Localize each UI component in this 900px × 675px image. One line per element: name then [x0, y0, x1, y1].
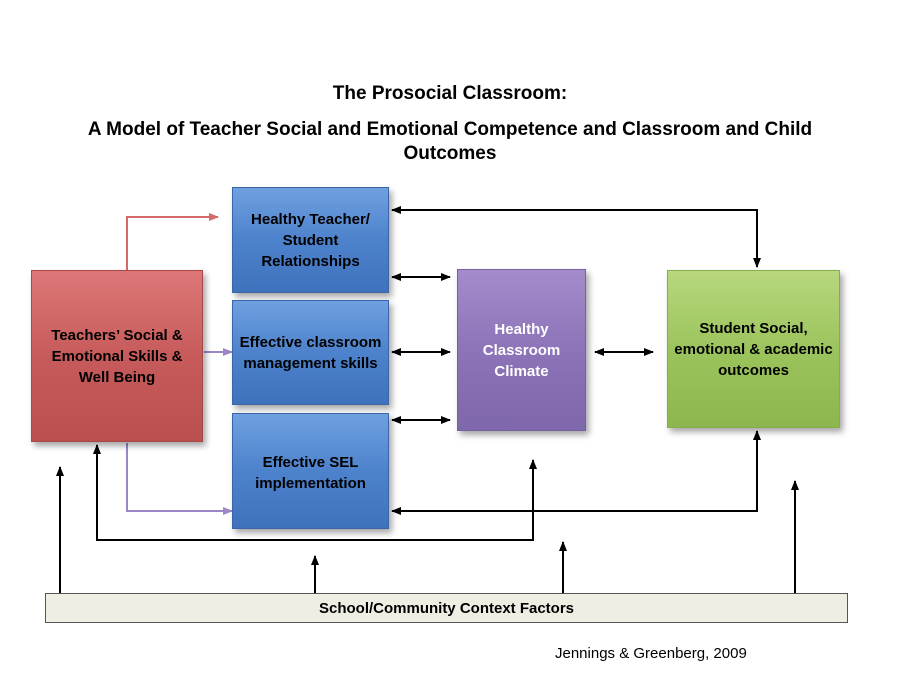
diagram-title: The Prosocial Classroom:	[332, 83, 568, 104]
sel-implementation-label: Effective SEL implementation	[255, 454, 366, 492]
relationships-box	[232, 187, 389, 293]
teachers-skills-label: Teachers’ Social & Emotional Skills & Well Being	[51, 326, 183, 386]
classroom-climate-box	[457, 269, 586, 431]
sel-student-loop	[392, 431, 757, 511]
student-outcomes-box	[667, 270, 840, 428]
branch-to-sel	[127, 443, 232, 511]
diagram-subtitle: A Model of Teacher Social and Emotional Competence and Classroom and Child Outcomes	[87, 119, 813, 164]
relationships-label: Healthy Teacher/ Student Relationships	[251, 210, 370, 270]
classroom-management-label: Effective classroom management skills	[239, 333, 382, 372]
sel-implementation-box	[232, 413, 389, 529]
context-factors-label: School/Community Context Factors	[318, 599, 575, 617]
context-factors-bar	[45, 593, 848, 623]
student-relationships-loop	[392, 210, 757, 267]
classroom-management-box	[232, 300, 389, 405]
classroom-climate-label: Healthy Classroom Climate	[482, 320, 561, 380]
teachers-skills-box	[31, 270, 203, 442]
citation: Jennings & Greenberg, 2009	[555, 645, 747, 662]
student-outcomes-label: Student Social, emotional & academic outcomes	[674, 319, 833, 379]
branch-to-relationships	[127, 217, 218, 270]
